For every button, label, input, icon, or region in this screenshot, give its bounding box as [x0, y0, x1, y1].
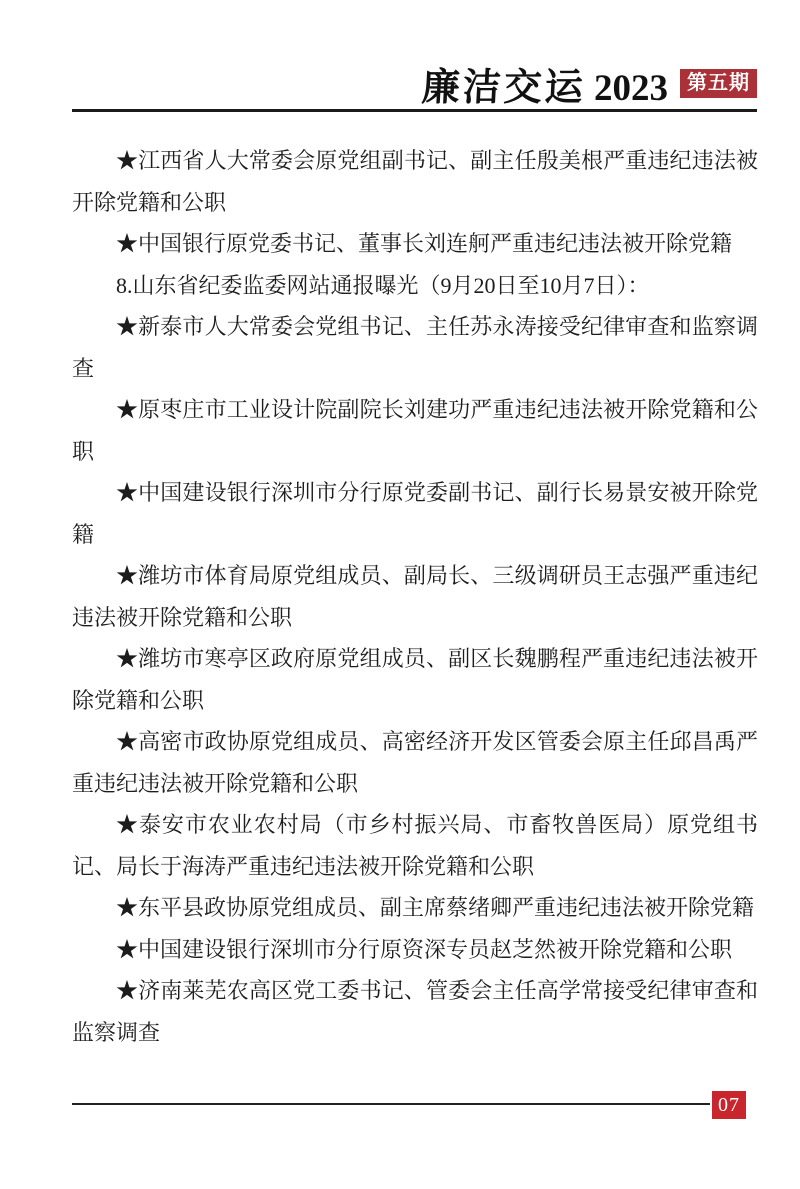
- bulletin-item: ★中国建设银行深圳市分行原党委副书记、副行长易景安被开除党籍: [72, 480, 758, 547]
- bulletin-content: [72, 140, 758, 1053]
- bulletin-item: ★济南莱芜农高区党工委书记、管委会主任高学常接受纪律审查和监察调查: [72, 978, 758, 1045]
- footer-rule: [72, 1103, 710, 1105]
- bulletin-item: ★潍坊市寒亭区政府原党组成员、副区长魏鹏程严重违纪违法被开除党籍和公职: [72, 646, 758, 713]
- bulletin-item: ★泰安市农业农村局（市乡村振兴局、市畜牧兽医局）原党组书记、局长于海涛严重违纪违法被开除党籍和公职: [72, 812, 758, 879]
- page-number-badge: 07: [712, 1091, 746, 1119]
- bulletin-item: ★东平县政协原党组成员、副主席蔡绪卿严重违纪违法被开除党籍: [116, 895, 755, 920]
- bulletin-item: ★原枣庄市工业设计院副院长刘建功严重违纪违法被开除党籍和公职: [72, 397, 758, 464]
- bulletin-item: 8.山东省纪委监委网站通报曝光（9月20日至10月7日）：: [116, 272, 650, 298]
- issue-badge: 第五期: [680, 69, 757, 98]
- page-header: [72, 60, 757, 109]
- bulletin-item: ★中国建设银行深圳市分行原资深专员赵芝然被开除党籍和公职: [116, 936, 733, 962]
- header-rule: [72, 109, 757, 112]
- bulletin-item: ★中国银行原党委书记、董事长刘连舸严重违纪违法被开除党籍: [116, 231, 733, 256]
- bulletin-item: ★新泰市人大常委会党组书记、主任苏永涛接受纪律审查和监察调查: [72, 314, 758, 381]
- bulletin-item: ★高密市政协原党组成员、高密经济开发区管委会原主任邱昌禹严重违纪违法被开除党籍和公职: [72, 729, 758, 796]
- masthead-year: 2023: [594, 67, 668, 109]
- bulletin-item: ★潍坊市体育局原党组成员、副局长、三级调研员王志强严重违纪违法被开除党籍和公职: [72, 563, 758, 630]
- masthead-title: 廉洁交运: [420, 66, 587, 109]
- masthead: [422, 56, 668, 111]
- bulletin-item: ★江西省人大常委会原党组副书记、副主任殷美根严重违纪违法被开除党籍和公职: [72, 148, 758, 215]
